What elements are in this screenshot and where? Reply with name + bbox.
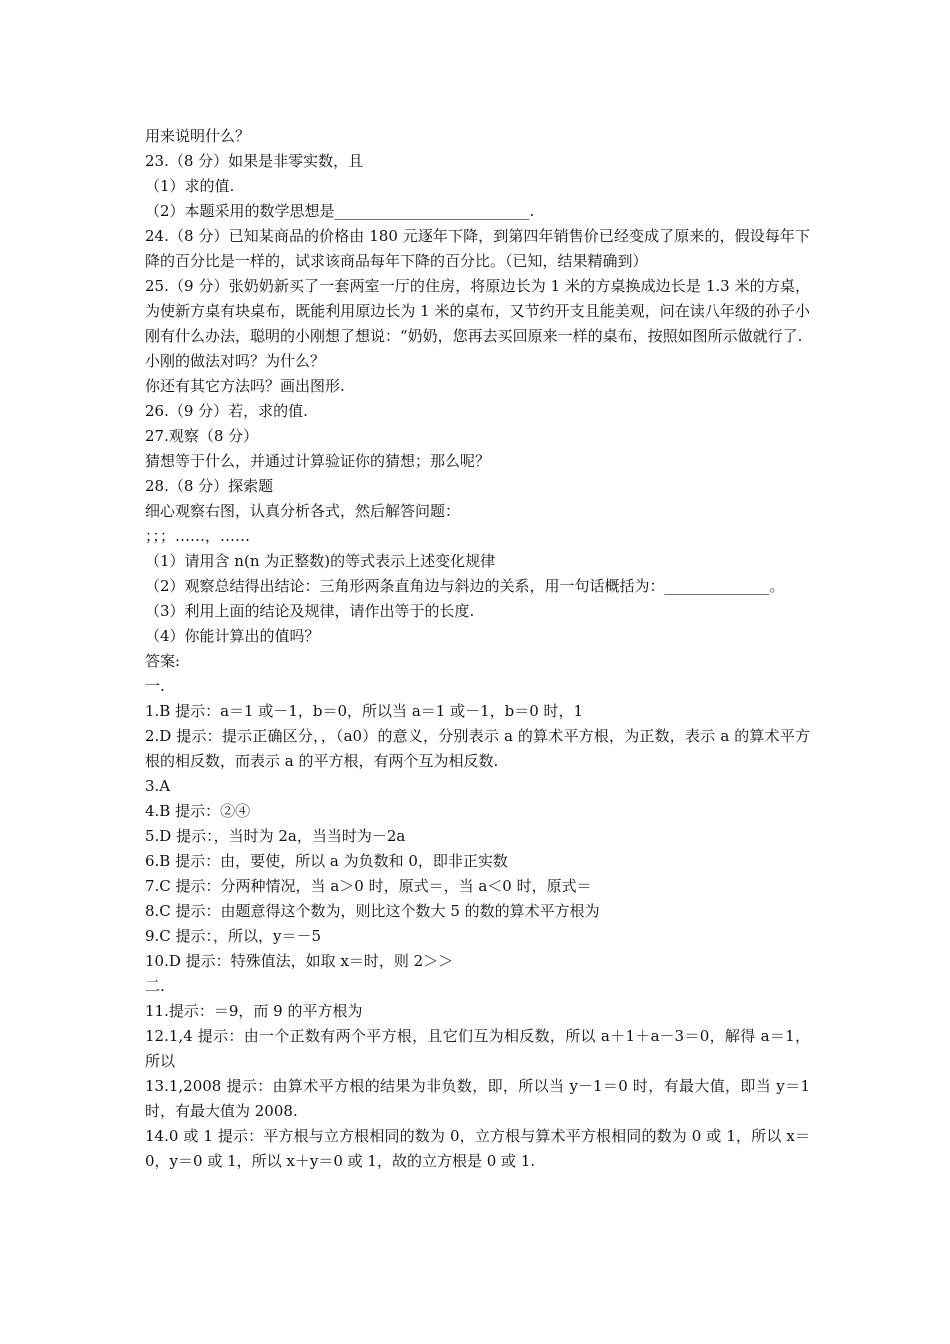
- answers-heading: 答案:: [145, 652, 181, 670]
- question-28-part-1: （1）请用含 n(n 为正整数)的等式表示上述变化规律: [145, 552, 496, 570]
- question-28-formulas: ；；；……，……: [145, 527, 251, 545]
- answer-8: 8.C 提示：由题意得这个数为，则比这个数大 5 的数的算术平方根为: [145, 902, 600, 920]
- answer-10: 10.D 提示：特殊值法，如取 x＝时，则 2＞＞: [145, 952, 454, 970]
- answer-4: 4.B 提示：②④: [145, 802, 251, 820]
- answer-5: 5.D 提示：，当时为 2a，当当时为－2a: [145, 827, 406, 845]
- answer-6: 6.B 提示：由，要使，所以 a 为负数和 0，即非正实数: [145, 852, 508, 870]
- answer-2: 2.D 提示：提示正确区分，，（a0）的意义，分别表示 a 的算术平方根，为正数，表示 a 的算术平方根的相反数，而表示 a 的平方根，有两个互为相反数.: [145, 727, 810, 770]
- question-27-body: 猜想等于什么，并通过计算验证你的猜想；那么呢？: [145, 452, 491, 470]
- document-body: [145, 124, 810, 1174]
- question-23-part-2: （2）本题采用的数学思想是__________________________.: [145, 202, 535, 220]
- question-23-title: 23.（8 分）如果是非零实数，且: [145, 152, 364, 170]
- answer-3: 3.A: [145, 777, 171, 795]
- question-25-part-2: 你还有其它方法吗？画出图形.: [145, 377, 345, 395]
- answer-7: 7.C 提示：分两种情况，当 a＞0 时，原式＝，当 a＜0 时，原式＝: [145, 877, 592, 895]
- question-23-part-1: （1）求的值.: [145, 177, 235, 195]
- question-24: 24.（8 分）已知某商品的价格由 180 元逐年下降，到第四年销售价已经变成了原来的，假设每年下降的百分比是一样的，试求该商品每年下降的百分比。（已知，结果精确到）: [145, 227, 810, 270]
- question-25: 25.（9 分）张奶奶新买了一套两室一厅的住房，将原边长为 1 米的方桌换成边长是 1.3 米的方桌，为使新方桌有块桌布，既能利用原边长为 1 米的桌布，又节约开支且能美观，问在读八年级的孙子小刚有什么办法，聪明的小刚想了想说：“奶奶，您再去买回原来一样的桌布，按照如图所示做就行了.: [145, 277, 810, 345]
- question-26: 26.（9 分）若，求的值.: [145, 402, 308, 420]
- answer-12: 12.1,4 提示：由一个正数有两个平方根，且它们互为相反数，所以 a＋1＋a－3＝0，解得 a＝1，所以: [145, 1027, 810, 1070]
- answers-section-1: 一.: [145, 677, 165, 695]
- answers-section-2: 二.: [145, 977, 165, 995]
- answer-1: 1.B 提示：a＝1 或－1，b＝0，所以当 a＝1 或－1，b＝0 时，1: [145, 702, 584, 720]
- answer-11: 11.提示：＝9，而 9 的平方根为: [145, 1002, 363, 1020]
- question-27-title: 27.观察（8 分）: [145, 427, 259, 445]
- question-28-intro: 细心观察右图，认真分析各式，然后解答问题：: [145, 502, 461, 520]
- answer-13: 13.1,2008 提示：由算术平方根的结果为非负数，即，所以当 y－1＝0 时，有最大值，即当 y＝1 时，有最大值为 2008.: [145, 1077, 810, 1120]
- question-28-title: 28.（8 分）探索题: [145, 477, 274, 495]
- question-28-part-4: （4）你能计算出的值吗？: [145, 627, 320, 645]
- question-28-part-2: （2）观察总结得出结论：三角形两条直角边与斜边的关系，用一句话概括为：______________。: [145, 577, 785, 595]
- question-28-part-3: （3）利用上面的结论及规律，请作出等于的长度.: [145, 602, 475, 620]
- text-line: 用来说明什么？: [145, 127, 251, 145]
- answer-14: 14.0 或 1 提示：平方根与立方根相同的数为 0，立方根与算术平方根相同的数为 0 或 1，所以 x＝0，y＝0 或 1，所以 x＋y＝0 或 1，故的立方根是 0 或 1.: [145, 1127, 810, 1170]
- answer-9: 9.C 提示：，所以，y＝－5: [145, 927, 322, 945]
- question-25-part-1: 小刚的做法对吗？为什么？: [145, 352, 326, 370]
